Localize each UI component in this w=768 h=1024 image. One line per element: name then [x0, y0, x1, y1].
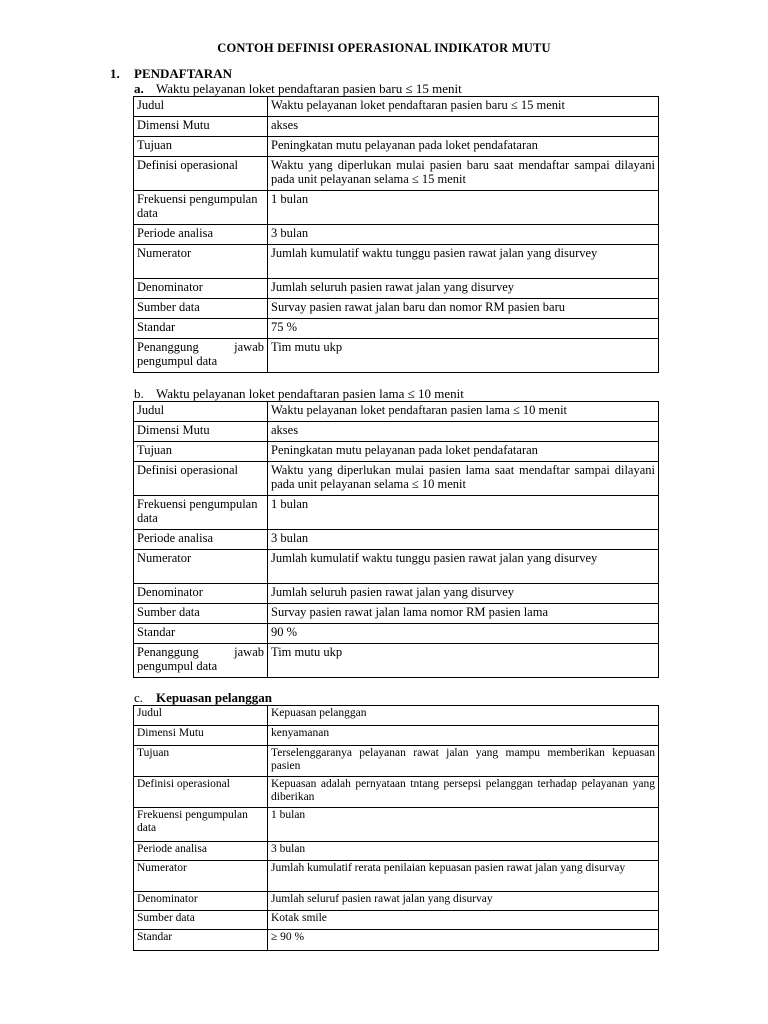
row-value: Waktu yang diperlukan mulai pasien baru saat mendaftar sampai dilayani pada unit pelayanan selama ≤ 15 menit — [268, 157, 659, 191]
row-label: Denominator — [134, 279, 268, 299]
row-value: 75 % — [268, 319, 659, 339]
row-value: 90 % — [268, 624, 659, 644]
row-label: Definisi operasional — [134, 462, 268, 496]
table-row — [134, 422, 659, 442]
section-number: 1. — [110, 66, 120, 81]
row-label: Denominator — [134, 892, 268, 911]
document-title: CONTOH DEFINISI OPERASIONAL INDIKATOR MUTU — [217, 41, 551, 55]
indicator-table-a — [133, 96, 659, 373]
row-value: ≥ 90 % — [268, 930, 659, 951]
row-value: Tim mutu ukp — [268, 339, 659, 373]
row-value: akses — [268, 422, 659, 442]
row-label: Numerator — [134, 245, 268, 279]
row-value: Waktu pelayanan loket pendaftaran pasien baru ≤ 15 menit — [268, 97, 659, 117]
section-heading — [110, 66, 232, 82]
row-value: 1 bulan — [268, 808, 659, 842]
row-value: Jumlah seluruf pasien rawat jalan yang disurvay — [268, 892, 659, 911]
row-label: Dimensi Mutu — [134, 117, 268, 137]
row-value: Kotak smile — [268, 911, 659, 930]
row-value: 1 bulan — [268, 496, 659, 530]
table-row — [134, 624, 659, 644]
row-label: Sumber data — [134, 604, 268, 624]
section-title: PENDAFTARAN — [134, 66, 232, 81]
row-value: Jumlah seluruh pasien rawat jalan yang disurvey — [268, 584, 659, 604]
row-label: Penanggung jawab pengumpul data — [134, 339, 268, 373]
table-row — [134, 299, 659, 319]
row-label: Frekuensi pengumpulan data — [134, 191, 268, 225]
row-label: Periode analisa — [134, 842, 268, 861]
row-label: Standar — [134, 319, 268, 339]
row-value: 1 bulan — [268, 191, 659, 225]
row-label: Sumber data — [134, 911, 268, 930]
table-row — [134, 97, 659, 117]
row-label: Definisi operasional — [134, 157, 268, 191]
subsection-title: Waktu pelayanan loket pendaftaran pasien lama ≤ 10 menit — [156, 386, 464, 401]
table-row — [134, 117, 659, 137]
table-row — [134, 225, 659, 245]
subsection-title: Waktu pelayanan loket pendaftaran pasien baru ≤ 15 menit — [156, 81, 462, 96]
subsection-letter: a. — [134, 81, 144, 96]
table-row — [134, 842, 659, 861]
subsection-title: Kepuasan pelanggan — [156, 690, 272, 705]
row-label: Denominator — [134, 584, 268, 604]
row-value: kenyamanan — [268, 726, 659, 746]
row-label: Periode analisa — [134, 530, 268, 550]
row-value: Jumlah seluruh pasien rawat jalan yang disurvey — [268, 279, 659, 299]
row-label: Numerator — [134, 861, 268, 892]
row-value: Kepuasan pelanggan — [268, 706, 659, 726]
row-label: Frekuensi pengumpulan data — [134, 808, 268, 842]
table-row — [134, 706, 659, 726]
row-value: Peningkatan mutu pelayanan pada loket pendafataran — [268, 137, 659, 157]
table-row — [134, 319, 659, 339]
table-row — [134, 496, 659, 530]
row-label: Dimensi Mutu — [134, 422, 268, 442]
table-row — [134, 137, 659, 157]
table-row — [134, 726, 659, 746]
row-label: Judul — [134, 402, 268, 422]
indicator-table-body — [134, 402, 659, 678]
table-row — [134, 777, 659, 808]
row-value: Peningkatan mutu pelayanan pada loket pendafataran — [268, 442, 659, 462]
subsection-heading-a — [134, 81, 462, 97]
row-value: Jumlah kumulatif rerata penilaian kepuasan pasien rawat jalan yang disurvay — [268, 861, 659, 892]
row-value: Waktu pelayanan loket pendaftaran pasien lama ≤ 10 menit — [268, 402, 659, 422]
table-row — [134, 861, 659, 892]
table-row — [134, 191, 659, 225]
row-value: Jumlah kumulatif waktu tunggu pasien rawat jalan yang disurvey — [268, 550, 659, 584]
subsection-letter: c. — [134, 690, 144, 705]
table-row — [134, 339, 659, 373]
indicator-table-body — [134, 706, 659, 951]
row-label: Tujuan — [134, 746, 268, 777]
row-label: Tujuan — [134, 137, 268, 157]
subsection-heading-c — [134, 690, 272, 706]
row-label: Judul — [134, 706, 268, 726]
row-label: Judul — [134, 97, 268, 117]
row-value: 3 bulan — [268, 530, 659, 550]
table-row — [134, 530, 659, 550]
row-label: Tujuan — [134, 442, 268, 462]
table-row — [134, 550, 659, 584]
table-row — [134, 892, 659, 911]
table-row — [134, 746, 659, 777]
row-label: Periode analisa — [134, 225, 268, 245]
row-value: Waktu yang diperlukan mulai pasien lama saat mendaftar sampai dilayani pada unit pelayanan selama ≤ 10 menit — [268, 462, 659, 496]
table-row — [134, 402, 659, 422]
row-label: Dimensi Mutu — [134, 726, 268, 746]
table-row — [134, 442, 659, 462]
table-row — [134, 462, 659, 496]
indicator-table-c — [133, 705, 659, 951]
indicator-table-b — [133, 401, 659, 678]
row-label: Sumber data — [134, 299, 268, 319]
row-value: Survay pasien rawat jalan baru dan nomor RM pasien baru — [268, 299, 659, 319]
table-row — [134, 808, 659, 842]
row-label: Standar — [134, 930, 268, 951]
table-row — [134, 279, 659, 299]
table-row — [134, 604, 659, 624]
table-row — [134, 245, 659, 279]
row-value: 3 bulan — [268, 225, 659, 245]
subsection-heading-b — [134, 386, 464, 402]
row-label: Standar — [134, 624, 268, 644]
row-label: Penanggung jawab pengumpul data — [134, 644, 268, 678]
table-row — [134, 157, 659, 191]
row-value: Survay pasien rawat jalan lama nomor RM pasien lama — [268, 604, 659, 624]
row-value: Kepuasan adalah pernyataan tntang persepsi pelanggan terhadap pelayanan yang diberikan — [268, 777, 659, 808]
table-row — [134, 911, 659, 930]
row-value: Tim mutu ukp — [268, 644, 659, 678]
row-value: 3 bulan — [268, 842, 659, 861]
table-row — [134, 930, 659, 951]
row-value: akses — [268, 117, 659, 137]
row-value: Terselenggaranya pelayanan rawat jalan yang mampu memberikan kepuasan pasien — [268, 746, 659, 777]
subsection-letter: b. — [134, 386, 144, 401]
row-label: Frekuensi pengumpulan data — [134, 496, 268, 530]
table-row — [134, 644, 659, 678]
row-label: Numerator — [134, 550, 268, 584]
row-label: Definisi operasional — [134, 777, 268, 808]
row-value: Jumlah kumulatif waktu tunggu pasien rawat jalan yang disurvey — [268, 245, 659, 279]
table-row — [134, 584, 659, 604]
indicator-table-body — [134, 97, 659, 373]
